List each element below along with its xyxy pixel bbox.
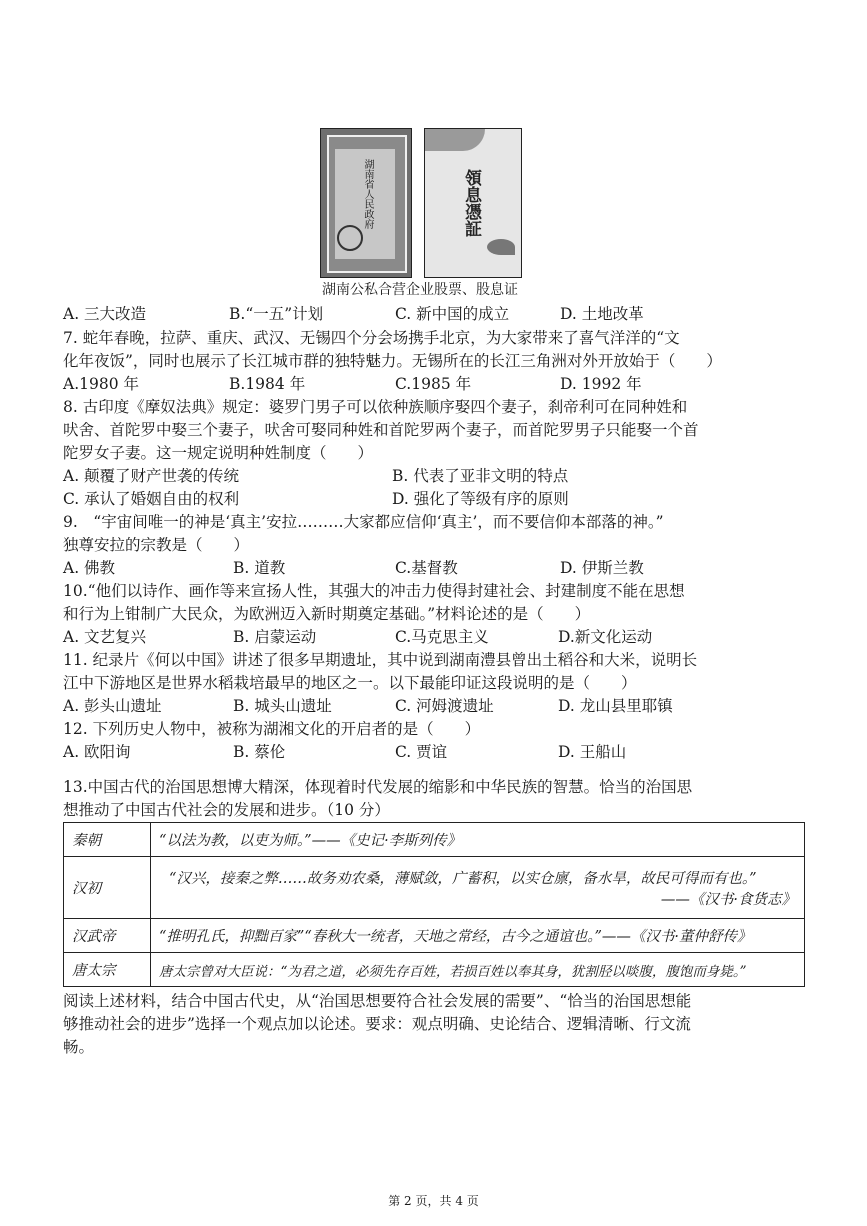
q8-option-a: A. 颠覆了财产世袭的传统 xyxy=(63,467,240,485)
q6-option-a: A. 三大改造 xyxy=(63,305,147,323)
q10-stem-line-2: 和行为上钳制广大民众，为欧洲迈入新时期奠定基础。”材料论述的是（ ） xyxy=(63,605,591,623)
era-cell: 汉武帝 xyxy=(64,919,151,953)
q7-option-b: B.1984 年 xyxy=(229,375,306,393)
q11-stem-line-1: 11. 纪录片《何以中国》讲述了很多早期遗址，其中说到湖南澧县曾出土稻谷和大米，说明长 xyxy=(63,651,698,669)
q8-stem-line-1: 8. 古印度《摩奴法典》规定：婆罗门男子可以依种族顺序娶四个妻子，刹帝利可在同种姓和 xyxy=(63,398,688,416)
q12-option-d: D. 王船山 xyxy=(558,743,627,761)
q9-option-c: C.基督教 xyxy=(395,559,458,577)
dividend-certificate-photo xyxy=(424,128,522,278)
table-row xyxy=(64,857,805,919)
q8-option-c: C. 承认了婚姻自由的权利 xyxy=(63,490,240,508)
era-cell: 唐太宗 xyxy=(64,953,151,987)
q12-stem: 12. 下列历史人物中，被称为湖湘文化的开启者的是（ ） xyxy=(63,720,481,738)
era-cell: 秦朝 xyxy=(64,823,151,857)
q7-option-a: A.1980 年 xyxy=(63,375,139,393)
figure-caption: 湖南公私合营企业股票、股息证 xyxy=(322,282,518,298)
stock-certificate-photo xyxy=(320,128,412,278)
q9-stem-line-2: 独尊安拉的宗教是（ ） xyxy=(63,536,250,554)
material-text: “汉兴，接秦之弊……故务劝农桑，薄赋敛，广蓄积，以实仓廪，备水旱，故民可得而有也。” xyxy=(169,870,757,887)
q11-option-b: B. 城头山遗址 xyxy=(233,697,332,715)
q9-option-a: A. 佛教 xyxy=(63,559,116,577)
q7-option-c: C.1985 年 xyxy=(395,375,472,393)
q13-task-line-1: 阅读上述材料，结合中国古代史，从“治国思想要符合社会发展的需要”、“恰当的治国思想能 xyxy=(63,992,692,1010)
dividend-certificate-title: 領息憑証 xyxy=(461,169,481,237)
q12-option-b: B. 蔡伦 xyxy=(233,743,286,761)
q11-stem-line-2: 江中下游地区是世界水稻栽培最早的地区之一。以下最能印证这段说明的是（ ） xyxy=(63,674,637,692)
table-row xyxy=(64,823,805,857)
q9-option-d: D. 伊斯兰教 xyxy=(560,559,644,577)
q12-option-a: A. 欧阳询 xyxy=(63,743,131,761)
q8-option-d: D. 强化了等级有序的原则 xyxy=(392,490,569,508)
table-row xyxy=(64,953,805,987)
q6-option-d: D. 土地改革 xyxy=(560,305,644,323)
material-cell: 唐太宗曾对大臣说：“为君之道，必须先存百姓，若损百姓以奉其身，犹割胫以啖腹，腹饱而身毙。” xyxy=(151,953,805,987)
q6-option-b: B.“一五”计划 xyxy=(229,305,324,323)
q10-option-a: A. 文艺复兴 xyxy=(63,628,147,646)
certificate-stamp-text: 湖南省人民政府 xyxy=(362,159,373,229)
q10-stem-line-1: 10.“他们以诗作、画作等来宣扬人性，其强大的冲击力使得封建社会、封建制度不能在思想 xyxy=(63,582,685,600)
q13-material-table xyxy=(63,822,805,987)
stock-certificate-figure xyxy=(300,128,540,300)
q8-stem-line-2: 吠舍、首陀罗中娶三个妻子，吠舍可娶同种姓和首陀罗两个妻子，而首陀罗男子只能娶一个首 xyxy=(63,421,699,439)
q13-task-line-3: 畅。 xyxy=(63,1038,95,1056)
material-cell: “推明孔氏，抑黜百家”“春秋大一统者，天地之常经，古今之通谊也。”——《汉书·董仲舒传》 xyxy=(151,919,805,953)
material-source: ——《汉书·食货志》 xyxy=(660,891,796,908)
q7-stem-line-2: 化年夜饭”，同时也展示了长江城市群的独特魅力。无锡所在的长江三角洲对外开放始于（ ） xyxy=(63,352,722,370)
q13-task-line-2: 够推动社会的进步”选择一个观点加以论述。要求：观点明确、史论结合、逻辑清晰、行文流 xyxy=(63,1015,691,1033)
q10-option-d: D.新文化运动 xyxy=(558,628,653,646)
q11-option-a: A. 彭头山遗址 xyxy=(63,697,162,715)
q11-option-d: D. 龙山县里耶镇 xyxy=(558,697,673,715)
q12-option-c: C. 贾谊 xyxy=(395,743,448,761)
q9-option-b: B. 道教 xyxy=(233,559,286,577)
q7-option-d: D. 1992 年 xyxy=(560,375,642,393)
table-row xyxy=(64,919,805,953)
page-footer: 第 2 页，共 4 页 xyxy=(388,1194,479,1208)
q10-option-c: C.马克思主义 xyxy=(395,628,489,646)
q8-stem-line-3: 陀罗女子妻。这一规定说明种姓制度（ ） xyxy=(63,444,374,462)
q11-option-c: C. 河姆渡遗址 xyxy=(395,697,494,715)
q9-stem-line-1: 9. “宇宙间唯一的神是‘真主’安拉………大家都应信仰‘真主’，而不要信仰本部落的神。” xyxy=(63,513,664,531)
q13-stem-line-1: 13.中国古代的治国思想博大精深，体现着时代发展的缩影和中华民族的智慧。恰当的治国思 xyxy=(63,778,693,796)
q13-stem-line-2: 想推动了中国古代社会的发展和进步。（10 分） xyxy=(63,801,390,819)
material-cell: “以法为教，以吏为师。”——《史记·李斯列传》 xyxy=(151,823,805,857)
era-cell: 汉初 xyxy=(64,857,151,919)
material-cell xyxy=(151,857,805,919)
q7-stem-line-1: 7. 蛇年春晚，拉萨、重庆、武汉、无锡四个分会场携手北京，为大家带来了喜气洋洋的“文 xyxy=(63,329,680,347)
q6-option-c: C. 新中国的成立 xyxy=(395,305,510,323)
q8-option-b: B. 代表了亚非文明的特点 xyxy=(392,467,569,485)
q10-option-b: B. 启蒙运动 xyxy=(233,628,317,646)
